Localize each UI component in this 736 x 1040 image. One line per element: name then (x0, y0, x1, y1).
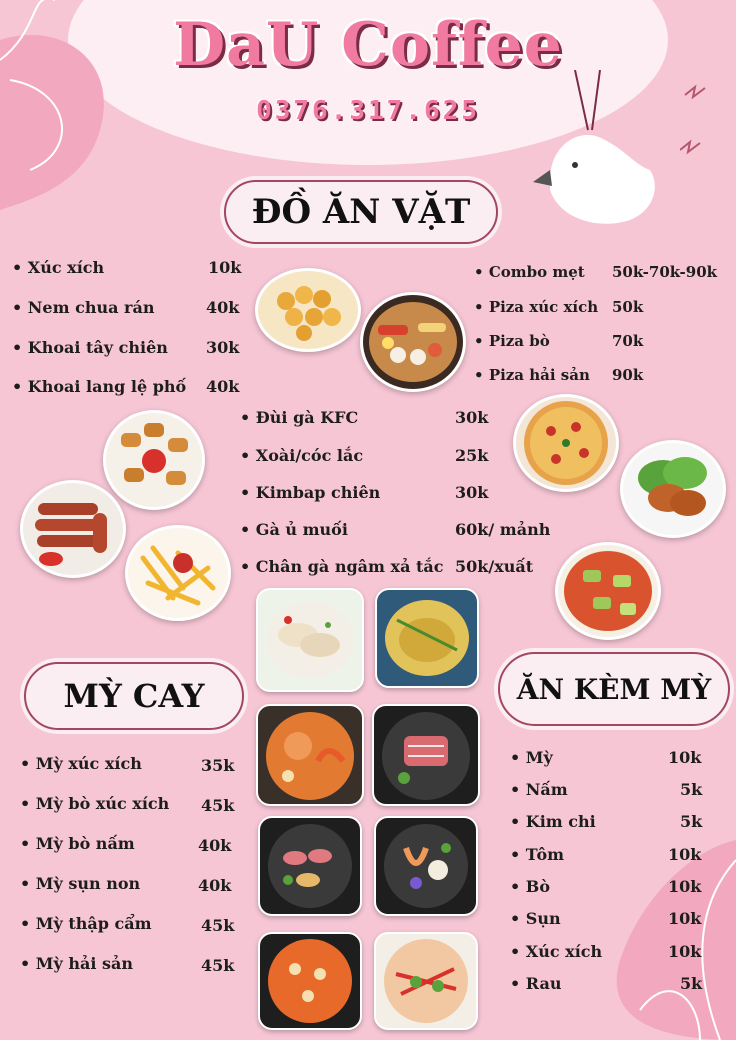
item-price: 50k-70k-90k (612, 263, 718, 281)
list-item: • Mỳ (510, 748, 553, 767)
item-price: 40k (206, 377, 240, 396)
food-photo-seafood-noodles-2 (374, 932, 478, 1030)
item-price: 5k (680, 780, 703, 799)
item-price: 5k (680, 812, 703, 831)
item-price: 10k (668, 877, 702, 896)
list-item: • Combo mẹt (474, 263, 585, 281)
list-item: • Chân gà ngâm xả tắc (240, 557, 444, 576)
list-item: • Sụn (510, 909, 561, 928)
brand-title: DaU Coffee (173, 10, 563, 80)
list-item: • Khoai lang lệ phố (12, 377, 186, 396)
list-item: • Xúc xích (12, 258, 104, 277)
list-item: • Khoai tây chiên (12, 338, 168, 357)
food-photo-sausages (20, 480, 126, 578)
food-photo-mixed-noodles (258, 932, 362, 1030)
item-price: 45k (201, 796, 235, 815)
list-item: • Đùi gà KFC (240, 408, 358, 427)
item-price: 60k/ mảnh (455, 520, 551, 539)
item-price: 10k (668, 748, 702, 767)
list-item: • Rau (510, 974, 561, 993)
item-price: 40k (198, 876, 232, 895)
item-price: 40k (206, 298, 240, 317)
list-item: • Piza bò (474, 332, 550, 350)
list-item: • Mỳ thập cẩm (20, 914, 152, 933)
item-price: 50k (612, 298, 644, 316)
item-price: 10k (668, 942, 702, 961)
food-photo-seafood-noodles (256, 704, 364, 806)
list-item: • Nấm (510, 780, 568, 799)
list-item: • Gà ủ muối (240, 520, 348, 539)
list-item: • Bò (510, 877, 550, 896)
section-title-an-kem-my: ĂN KÈM MỲ (498, 652, 730, 726)
bird-icon (530, 70, 670, 230)
food-photo-fried-chicken (620, 440, 726, 538)
list-item: • Nem chua rán (12, 298, 154, 317)
list-item: • Xúc xích (510, 942, 602, 961)
item-price: 45k (201, 956, 235, 975)
list-item: • Piza xúc xích (474, 298, 598, 316)
food-photo-beef-hotpot (372, 704, 480, 806)
list-item: • Xoài/cóc lắc (240, 446, 363, 465)
item-price: 30k (206, 338, 240, 357)
phone-number: 0376.317.625 (256, 96, 480, 126)
item-price: 10k (208, 258, 242, 277)
list-item: • Mỳ bò nấm (20, 834, 135, 853)
food-photo-salted-chicken (375, 588, 479, 688)
list-item: • Mỳ bò xúc xích (20, 794, 169, 813)
food-photo-pizza (513, 394, 619, 492)
food-photo-mango-salad (555, 542, 661, 640)
food-photo-combo-platter (360, 292, 466, 392)
list-item: • Tôm (510, 845, 564, 864)
item-price: 45k (201, 916, 235, 935)
item-price: 35k (201, 756, 235, 775)
item-price: 70k (612, 332, 644, 350)
food-photo-seafood-hotpot (374, 816, 478, 916)
list-item: • Mỳ hải sản (20, 954, 133, 973)
list-item: • Mỳ sụn non (20, 874, 140, 893)
list-item: • Piza hải sản (474, 366, 590, 384)
food-photo-fried-balls (255, 268, 361, 352)
list-item: • Kimbap chiên (240, 483, 380, 502)
food-photo-sausage-noodles (258, 816, 362, 916)
food-photo-nuggets (103, 410, 205, 510)
item-price: 10k (668, 845, 702, 864)
item-price: 90k (612, 366, 644, 384)
food-photo-french-fries (125, 525, 231, 621)
item-price: 50k/xuất (455, 557, 534, 576)
item-price: 25k (455, 446, 489, 465)
list-item: • Mỳ xúc xích (20, 754, 142, 773)
item-price: 40k (198, 836, 232, 855)
item-price: 30k (455, 408, 489, 427)
list-item: • Kim chi (510, 812, 596, 831)
item-price: 5k (680, 974, 703, 993)
item-price: 30k (455, 483, 489, 502)
food-photo-chicken-feet (256, 588, 364, 692)
item-price: 10k (668, 909, 702, 928)
section-title-do-an-vat: ĐỒ ĂN VẶT (224, 180, 498, 244)
section-title-my-cay: MỲ CAY (24, 662, 244, 730)
